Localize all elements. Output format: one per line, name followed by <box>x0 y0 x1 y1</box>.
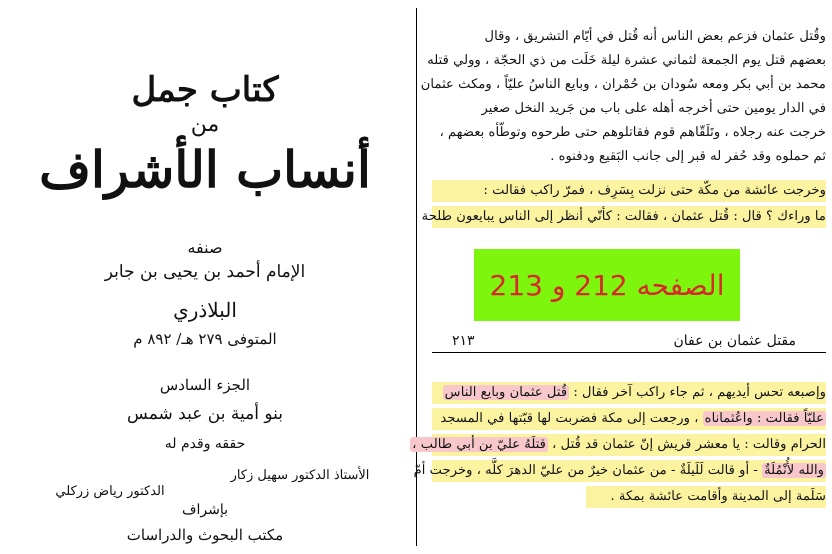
line-segment: الحرام وقالت : يا معشر قريش إنّ عثمان قد قُتل ، <box>547 437 826 452</box>
highlighted-line <box>432 408 826 430</box>
book-title-line-1: كتاب جمل <box>131 70 279 110</box>
title-page <box>0 0 410 554</box>
pink-highlight: عليّاً فقالت : واعُثماناه <box>704 411 824 426</box>
page-number-badge-text: الصفحه 212 و 213 <box>489 268 725 302</box>
editor-1: الأستاذ الدكتور سهيل زكار <box>230 468 370 483</box>
editor-2: الدكتور رياض زركلي <box>55 484 165 499</box>
line-segment: - أو قالت لَلَيلَةٌ - من عثمان خيرٌ من عليّ الدهرَ كلَّه ، وخرجت أمّ <box>413 463 763 478</box>
text-line: وقُتل عثمان فزعم بعض الناس أنه قُتل في أيّام التشريق ، وقال <box>484 29 826 44</box>
volume-subject: بنو أمية بن عبد شمس <box>127 404 283 424</box>
highlighted-line <box>413 460 826 482</box>
pink-highlight: والله لأُنْمُلَةٌ <box>764 463 824 478</box>
pink-highlight: قُتل عثمان وبايع الناس <box>444 385 568 400</box>
scanned-text-page <box>412 0 832 554</box>
author-death-date: المتوفى ٢٧٩ هـ/ ٨٩٢ م <box>133 330 277 348</box>
highlighted-line: وخرجت عائشة من مكّة حتى نزلت بِسَرِف ، فمرّ راكب فقالت : <box>432 180 826 202</box>
page-number: ٢١٣ <box>452 333 475 349</box>
author-name: الإمام أحمد بن يحيى بن جابر <box>104 262 306 282</box>
text-line: ثم حملوه وقد حُفر له قبر إلى جانب البَقيع ودفنوه . <box>550 149 826 164</box>
book-title-main: أنساب الأشراف <box>39 140 371 199</box>
line-segment: ، ورجعت إلى مكة فضربت لها قبّتها في المسجد <box>440 411 703 426</box>
highlighted-line <box>432 382 826 404</box>
text-line: بعضهم قتل يوم الجمعة لثماني عشرة ليلة خَلَت من ذي الحجّة ، وولي قتله <box>427 53 826 68</box>
author-nisba: البلاذري <box>173 298 237 322</box>
line-segment: وإصبعه تحس أيديهم ، ثم جاء راكب آخر فقال : <box>569 385 826 400</box>
text-line: محمد بن أبي بكر ومعه سُودان بن حُمْران ، وبايع الناسُ عليّاً ، ومكث عثمان <box>420 77 826 92</box>
volume-number: الجزء السادس <box>159 376 251 394</box>
running-head-title: مقتل عثمان بن عفان <box>673 333 796 349</box>
book-title-line-2: من <box>190 112 220 137</box>
running-head <box>432 329 826 353</box>
highlighted-line: ما وراءك ؟ قال : قُتل عثمان ، فقالت : كأنّي أنظر إلى الناس يبايعون طلحة <box>432 206 826 228</box>
pink-highlight: قتلَهُ عليّ بن أبي طالب ، <box>412 437 546 452</box>
compiled-by-label: صنفه <box>187 238 223 257</box>
highlighted-line <box>412 434 826 456</box>
publisher-name: مكتب البحوث والدراسات <box>126 526 284 544</box>
text-line: خرجت عنه رجلاه ، وتَلَقّاهم قوم فقاتلوهم حتى طرحوه وتوطّأه بعضهم ، <box>439 125 826 140</box>
highlighted-line <box>586 486 826 508</box>
text-line: في الدار يومين حتى أخرجه أهله على باب من جَريد النخل صغير <box>481 101 826 116</box>
line-segment: سَلَمة إلى المدينة وأقامت عائشة بمكة . <box>610 489 826 504</box>
edited-by-label: حققه وقدم له <box>164 436 246 452</box>
supervision-label: بإشراف <box>181 502 229 518</box>
page-number-badge <box>474 249 740 321</box>
